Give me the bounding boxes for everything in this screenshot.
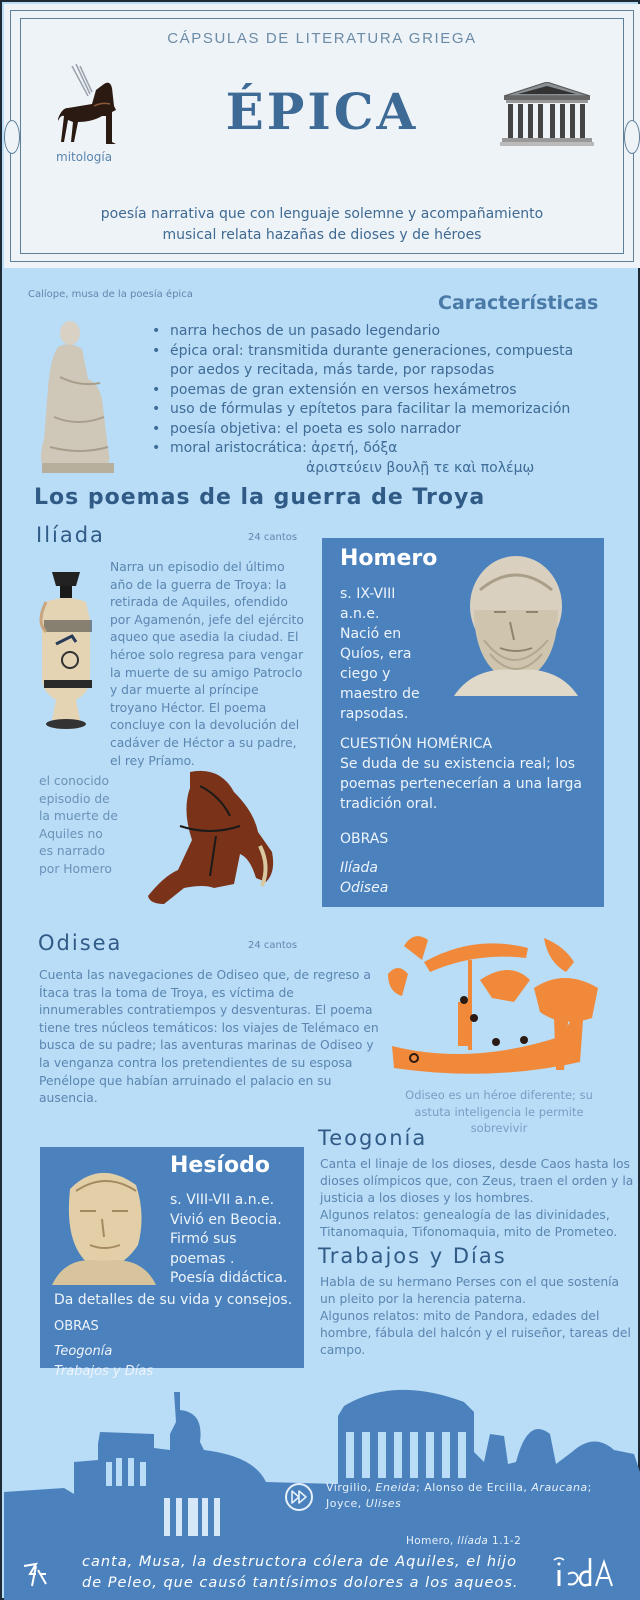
homero-work-item: Odisea — [340, 880, 389, 896]
greek-temple-icon — [500, 82, 594, 148]
homero-works-label: OBRAS — [340, 831, 389, 847]
trabajos-stories: Algunos relatos: mito de Pandora, edades del hombre, fábula del halcón y el ruiseñor, tareas del campo. — [320, 1309, 631, 1357]
citation-author: Homero, — [406, 1535, 458, 1547]
iliada-cantos: 24 cantos — [248, 532, 298, 543]
hesiodo-work-item: Trabajos y Días — [54, 1364, 154, 1379]
characteristics-title: Características — [438, 292, 599, 314]
characteristic-item: • épica oral: transmitida durante generaciones, compuesta por aedos y recitada, más tarde, por rapsodas — [150, 342, 590, 381]
teogonia-text — [320, 1156, 638, 1241]
trabajos-summary: Habla de su hermano Perses con el que sostenía un pleito por la herencia paterna. — [320, 1275, 620, 1306]
characteristic-item: • narra hechos de un pasado legendario — [150, 322, 590, 342]
characteristic-item: • uso de fórmulas y epítetos para facilitar la memorización — [150, 400, 590, 420]
influence-work: Ulises — [365, 1497, 402, 1510]
homeric-question-text: Se duda de su existencia real; los poemas pertenecerían a una larga tradición oral. — [340, 756, 582, 812]
hesiodo-bio-line: Poesía didáctica. — [170, 1270, 288, 1286]
hesiodo-details: Da detalles de su vida y consejos. — [54, 1292, 293, 1308]
hesiodo-title: Hesíodo — [170, 1153, 270, 1178]
hesiodo-bio-line: s. VIII-VII a.n.e. — [170, 1192, 275, 1208]
greek-motto: ἀριστεύειν βουλῇ τε καὶ πολέμῳ — [306, 460, 535, 476]
citation-work: Ilíada — [457, 1535, 489, 1547]
odisea-summary: Cuenta las navegaciones de Odiseo que, de regreso a Ítaca tras la toma de Troya, es víctima de innumerables contratiempos y desventuras. El poema tiene tres núcleos temáticos: los viajes de Telémaco en busca de su padre; las aventuras marinas de Odiseo y la venganza contra los pretendientes de su esposa Penélope que habían arruinado el palacio en su ausencia. — [39, 968, 379, 1106]
iliad-opening-quote: canta, Musa, la destructora cólera de Aquiles, el hijo de Peleo, que causó tantísimos dolores a los aqueos. — [82, 1554, 519, 1591]
hesiodo-works-label: OBRAS — [54, 1319, 99, 1334]
characteristic-item: • moral aristocrática: ἀρετή, δόξα — [150, 439, 590, 459]
influence-work: Araucana — [531, 1481, 588, 1494]
odisea-cantos: 24 cantos — [248, 940, 298, 951]
homero-bio-line: rapsodas. — [340, 706, 409, 722]
characteristic-item: • poesía objetiva: el poeta es solo narrador — [150, 420, 590, 440]
hesiodo-card — [40, 1147, 304, 1379]
trabajos-title: Trabajos y Días — [318, 1244, 507, 1268]
influence-author: ; Joyce, — [326, 1481, 592, 1510]
author-logo-icon — [22, 1560, 48, 1588]
warriors-vase-painting-image — [120, 766, 290, 906]
definition-line-2: musical relata hazañas de dioses y de héroes — [162, 227, 482, 243]
hesiodo-bio — [170, 1191, 304, 1289]
fast-forward-icon — [284, 1482, 314, 1512]
definition-line-1: poesía narrativa que con lenguaje solemne y acompañamiento — [100, 206, 544, 222]
calliope-statue-image — [36, 317, 120, 475]
troy-section-title: Los poemas de la guerra de Troya — [34, 485, 486, 510]
homero-bio-line: maestro de — [340, 686, 420, 702]
hesiodo-bio-line: Firmó sus — [170, 1231, 237, 1247]
mythology-label: mitología — [56, 150, 113, 164]
homero-bio-line: Nació en — [340, 626, 402, 642]
iliada-title: Ilíada — [36, 523, 105, 547]
homero-title: Homero — [340, 546, 438, 571]
hesiod-bust-image — [50, 1159, 160, 1287]
homeric-question-title: CUESTIÓN HOMÉRICA — [340, 736, 493, 752]
influence-author: ; Alonso de Ercilla, — [416, 1481, 532, 1494]
ieda-logo-icon — [550, 1554, 614, 1590]
homero-bio — [340, 584, 450, 724]
influence-work: Eneida — [375, 1481, 417, 1494]
hesiodo-bio-line: Vivió en Beocia. — [170, 1211, 282, 1228]
homero-work-item: Ilíada — [340, 860, 378, 876]
characteristic-item: • poemas de gran extensión en versos hexámetros — [150, 381, 590, 401]
hesiodo-work-item: Teogonía — [54, 1344, 113, 1359]
hesiodo-bio-line: poemas . — [170, 1250, 235, 1267]
header-panel — [4, 4, 640, 268]
epic-definition — [4, 204, 640, 246]
citation-ref: 1.1-2 — [488, 1535, 522, 1547]
influence-author: Virgilio, — [326, 1481, 376, 1494]
teogonia-stories: Algunos relatos: genealogía de las divinidades, Titanomaquia, Tifonomaquia, mito de Prometeo. — [320, 1208, 618, 1239]
homero-bio-line: a.n.e. — [340, 606, 380, 622]
hesiodo-works-list — [54, 1342, 153, 1382]
influence-text — [326, 1480, 626, 1512]
homero-bio-line: s. IX-VIII — [340, 586, 396, 602]
homero-card — [322, 538, 604, 907]
iliada-summary: Narra un episodio del último año de la guerra de Troya: la retirada de Aquiles, ofendido por Agamenón, jefe del ejército aqueo que asedia la ciudad. El héroe solo regresa para vengar la muerte de su amigo Patroclo y dar muerte al príncipe troyano Héctor. El poema concluye con la devolución del cadáver de Héctor a su padre, el rey Príamo. — [110, 560, 304, 768]
achilles-death-note: el conocido episodio de la muerte de Aquiles no es narrado por Homero — [39, 774, 118, 876]
page-title: ÉPICA — [225, 82, 419, 141]
teogonia-summary: Canta el linaje de los dioses, desde Caos hasta los dioses olímpicos que, con Zeus, traen el orden y la justicia a los dioses y los hombres. — [320, 1157, 634, 1205]
characteristics-list — [150, 322, 590, 459]
odysseus-sirens-ship-image — [384, 928, 604, 1088]
quote-citation — [406, 1535, 521, 1547]
homero-works-list — [340, 858, 388, 898]
homero-bio-line: Quíos, era — [340, 646, 412, 662]
homero-bio-line: ciego y — [340, 666, 391, 682]
odysseus-note: Odiseo es un héroe diferente; su astuta inteligencia le permite sobrevivir — [405, 1088, 593, 1135]
teogonia-title: Teogonía — [318, 1126, 428, 1150]
homer-bust-image — [450, 550, 582, 700]
lekythos-vase-image — [36, 568, 96, 734]
calliope-caption: Calíope, musa de la poesía épica — [28, 289, 193, 300]
trabajos-text — [320, 1274, 638, 1359]
series-subtitle: CÁPSULAS DE LITERATURA GRIEGA — [167, 30, 477, 47]
odisea-title: Odisea — [38, 931, 123, 955]
homeric-question — [340, 734, 600, 814]
